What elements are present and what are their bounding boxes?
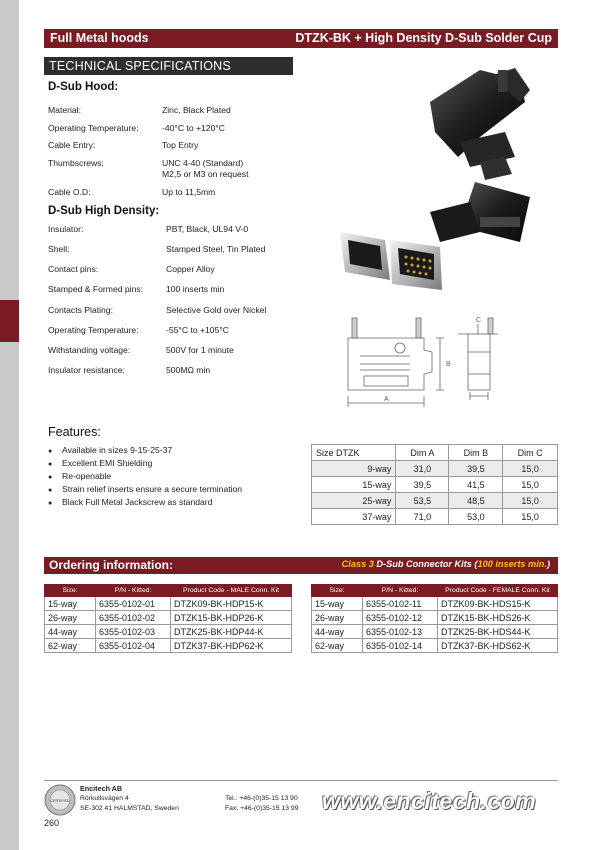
page-number: 260 (44, 818, 60, 828)
table-cell: DTZK15-BK-HDS26-K (438, 611, 558, 625)
feature-item: ● Available in sizes 9-15-25-37 (48, 445, 173, 455)
footer-company: Encitech AB (80, 784, 123, 793)
table-cell: 26-way (312, 611, 363, 625)
table-header-cell: P/N - Kitted: (96, 585, 171, 597)
table-row (312, 639, 558, 653)
table-row (45, 639, 292, 653)
spec-label: Contact pins: (48, 264, 99, 274)
table-cell: 15-way (312, 477, 396, 493)
table-header-row (312, 445, 558, 461)
spec-value: UNC 4-40 (Standard) (162, 158, 244, 168)
footer-address-line2: SE-302 41 HALMSTAD, Sweden (80, 805, 179, 812)
table-cell: 6355-0102-14 (363, 639, 438, 653)
table-cell: 37-way (312, 509, 396, 525)
spec-value: Top Entry (162, 140, 199, 150)
header-category: Full Metal hoods (50, 31, 149, 45)
table-cell: 15,0 (503, 493, 558, 509)
feature-item: ● Excellent EMI Shielding (48, 458, 153, 468)
table-cell: 71,0 (396, 509, 449, 525)
spec-value: 500MΩ min (166, 365, 211, 375)
table-cell: 62-way (312, 639, 363, 653)
bullet-icon: ● (48, 500, 53, 507)
table-cell: 48,5 (449, 493, 503, 509)
table-row (45, 625, 292, 639)
spec-label: Material: (48, 105, 81, 115)
dim-label-a: A (384, 396, 389, 403)
table-cell: DTZK09-BK-HDP15-K (171, 597, 292, 611)
spec-value: Copper Alloy (166, 264, 215, 274)
table-cell: DTZK25-BK-HDS44-K (438, 625, 558, 639)
footer-address-line1: Rörkullsvägen 4 (80, 795, 129, 802)
bullet-icon: ● (48, 474, 53, 481)
male-kit-table (44, 584, 292, 653)
table-cell: 39,5 (396, 477, 449, 493)
spec-label: Withstanding voltage: (48, 345, 131, 355)
table-cell: 53,5 (396, 493, 449, 509)
table-cell: 31,0 (396, 461, 449, 477)
product-photo (330, 62, 560, 302)
table-cell: 15-way (312, 597, 363, 611)
spec-label: Contacts Plating: (48, 305, 113, 315)
spec-value: -40°C to +120°C (162, 123, 226, 133)
table-cell: 15-way (45, 597, 96, 611)
table-cell: 44-way (45, 625, 96, 639)
footer-divider (44, 780, 558, 781)
dim-label-b: B (446, 361, 451, 368)
tech-spec-bar (44, 57, 293, 75)
table-cell: 41,5 (449, 477, 503, 493)
table-row (312, 477, 558, 493)
chapter-tab (0, 300, 19, 342)
table-cell: 26-way (45, 611, 96, 625)
female-kit-table (311, 584, 558, 653)
table-row (312, 597, 558, 611)
spec-label: Insulator resistance: (48, 365, 125, 375)
dim-label-c: C (476, 317, 482, 324)
table-row (312, 611, 558, 625)
spec-value: 500V for 1 minute (166, 345, 234, 355)
feature-item: ● Re-openable (48, 471, 112, 481)
table-cell: 6355-0102-12 (363, 611, 438, 625)
footer-fax: Fax: +46-(0)35-15 13 99 (225, 805, 299, 812)
seal-text: CERTIFIED (50, 799, 70, 803)
table-row (312, 493, 558, 509)
table-cell: 15,0 (503, 477, 558, 493)
spec-label: Cable O.D: (48, 187, 91, 197)
spec-value: Selective Gold over Nickel (166, 305, 267, 315)
table-header-cell: Product Code - FEMALE Conn. Kit (438, 585, 558, 597)
table-header-cell: Dim B (449, 445, 503, 461)
spec-value: PBT, Black, UL94 V-0 (166, 224, 249, 234)
table-cell: 15,0 (503, 461, 558, 477)
hood-title: D-Sub Hood: (48, 81, 119, 93)
spec-label: Shell: (48, 244, 70, 254)
table-row (312, 461, 558, 477)
spec-value: Zinc, Black Plated (162, 105, 231, 115)
table-cell: 15,0 (503, 509, 558, 525)
footer-phone: Tel.: +46-(0)35-15 13 90 (225, 795, 298, 802)
hd-title: D-Sub High Density: (48, 205, 160, 217)
table-row (45, 597, 292, 611)
spec-label: Thumbscrews: (48, 158, 104, 168)
table-header-cell: Dim A (396, 445, 449, 461)
spec-value: Stamped Steel, Tin Plated (166, 244, 266, 254)
feature-item: ● Strain relief inserts ensure a secure termination (48, 484, 243, 494)
page-header (44, 29, 558, 48)
feature-item: ● Black Full Metal Jackscrew as standard (48, 497, 213, 507)
table-cell: DTZK09-BK-HDS15-K (438, 597, 558, 611)
table-cell: DTZK37-BK-HDS62-K (438, 639, 558, 653)
spec-label: Operating Temperature: (48, 123, 139, 133)
table-header-cell: Size: (312, 585, 363, 597)
kit-note: Class 3 D-Sub Connector Kits (100 inserts min.) (341, 559, 550, 569)
table-cell: 62-way (45, 639, 96, 653)
website-link[interactable]: www.encitech.com (322, 788, 537, 814)
page-edge-strip (0, 0, 19, 850)
table-cell: DTZK37-BK-HDP62-K (171, 639, 292, 653)
table-header-cell: Size DTZK (312, 445, 396, 461)
table-row (312, 509, 558, 525)
ordering-title: Ordering information: (49, 558, 173, 572)
table-cell: 6355-0102-04 (96, 639, 171, 653)
dimension-table (311, 444, 558, 525)
spec-value: Up to 11,5mm (162, 187, 216, 197)
table-row (45, 611, 292, 625)
table-header-row (45, 585, 292, 597)
table-cell: 44-way (312, 625, 363, 639)
table-header-row (312, 585, 558, 597)
table-cell: 6355-0102-01 (96, 597, 171, 611)
table-header-cell: Product Code - MALE Conn. Kit (171, 585, 292, 597)
table-cell: 6355-0102-02 (96, 611, 171, 625)
table-cell: 6355-0102-13 (363, 625, 438, 639)
header-product: DTZK-BK + High Density D-Sub Solder Cup (295, 31, 552, 45)
table-cell: 39,5 (449, 461, 503, 477)
spec-label: Operating Temperature: (48, 325, 139, 335)
table-row (312, 625, 558, 639)
ordering-bar (44, 557, 558, 574)
dimension-drawing (336, 312, 558, 412)
table-cell: DTZK25-BK-HDP44-K (171, 625, 292, 639)
spec-value: -55°C to +105°C (166, 325, 230, 335)
table-cell: 25-way (312, 493, 396, 509)
table-header-cell: Dim C (503, 445, 558, 461)
spec-value-2: M2,5 or M3 on request (162, 169, 249, 179)
bullet-icon: ● (48, 461, 53, 468)
features-title: Features: (48, 425, 101, 439)
spec-label: Insulator: (48, 224, 84, 234)
table-header-cell: Size: (45, 585, 96, 597)
spec-label: Cable Entry: (48, 140, 96, 150)
table-cell: 6355-0102-11 (363, 597, 438, 611)
table-cell: DTZK15-BK-HDP26-K (171, 611, 292, 625)
table-cell: 53,0 (449, 509, 503, 525)
table-header-cell: P/N - Kitted: (363, 585, 438, 597)
tech-spec-title: TECHNICAL SPECIFICATIONS (49, 59, 231, 73)
bullet-icon: ● (48, 487, 53, 494)
table-cell: 9-way (312, 461, 396, 477)
certification-seal-icon (44, 784, 76, 816)
table-cell: 6355-0102-03 (96, 625, 171, 639)
spec-value: 100 inserts min (166, 284, 225, 294)
bullet-icon: ● (48, 448, 53, 455)
spec-label: Stamped & Formed pins: (48, 284, 144, 294)
